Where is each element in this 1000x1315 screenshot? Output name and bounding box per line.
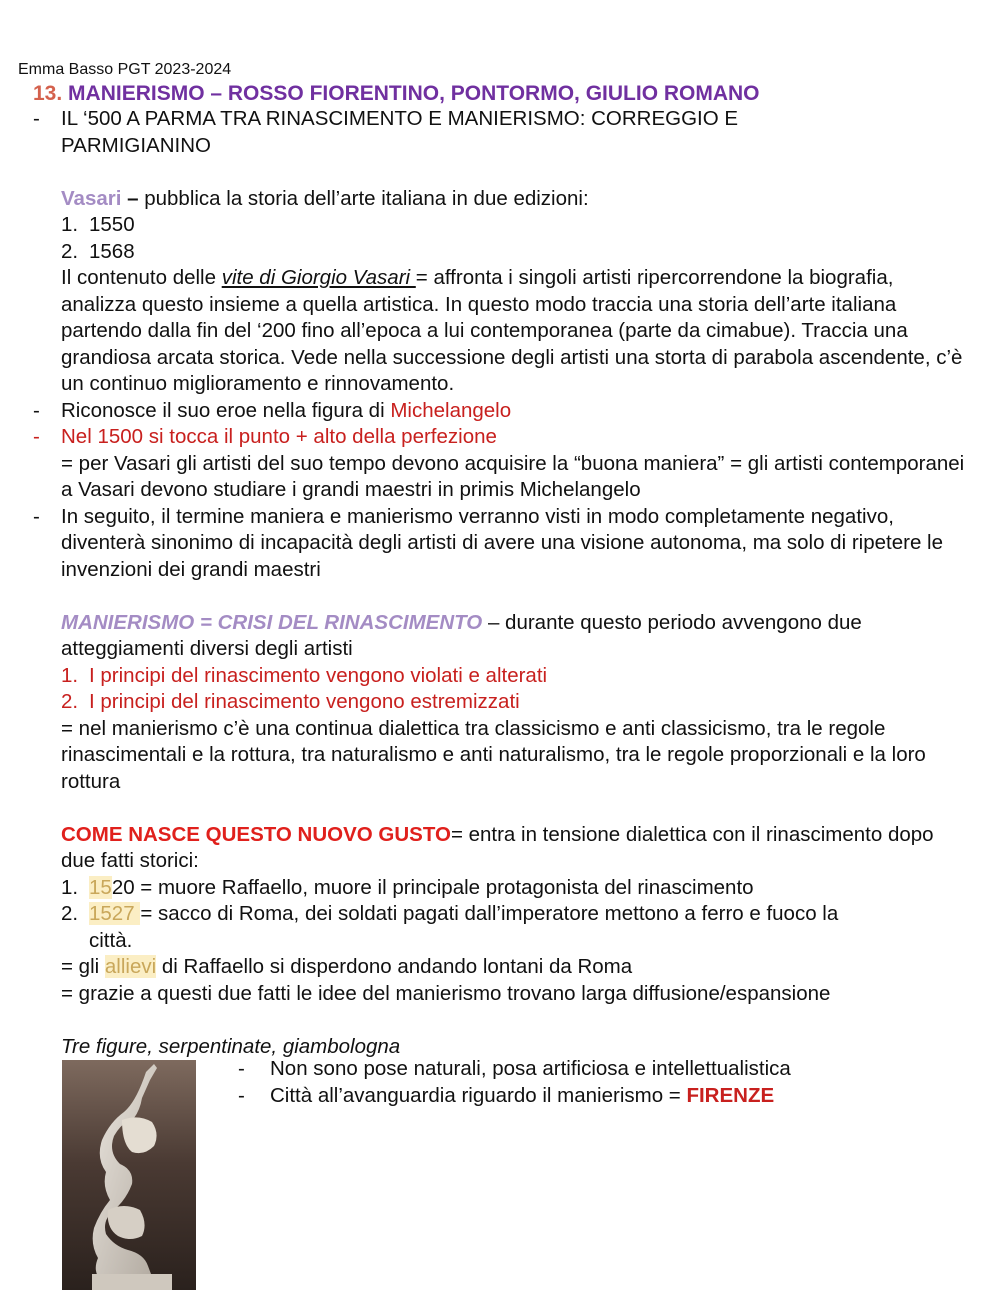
bullet-dash: -: [238, 1057, 245, 1080]
item-text: I principi del rinascimento vengono estremizzati: [89, 690, 520, 713]
list-number: 2.: [61, 902, 79, 925]
list-number: 1.: [61, 875, 79, 899]
edition-item: [0, 212, 1000, 239]
title-text: MANIERISMO – ROSSO FIORENTINO, PONTORMO, GIULIO ROMANO: [68, 82, 760, 105]
list-item: [0, 398, 1000, 425]
list-item: [0, 504, 1000, 584]
principle-item: [0, 663, 1000, 690]
item-text: Città all’avanguardia riguardo il manierismo =: [270, 1084, 687, 1107]
item-text: = nel manierismo c’è una continua dialettica tra classicismo e anti classicismo, tra le regole rinascimentali e la rottura, tra naturalismo e anti naturalismo, tra le regole proporzionali e la loro rottura: [61, 716, 926, 793]
item-text: Riconosce il suo eroe nella figura di: [61, 398, 391, 422]
section-heading: MANIERISMO = CRISI DEL RINASCIMENTO: [61, 610, 483, 634]
principle-item: [0, 689, 1000, 716]
document-body: [0, 106, 1000, 1060]
bullet-dash: -: [33, 398, 40, 422]
item-text: IL ‘500 A PARMA TRA RINASCIMENTO E MANIERISMO: CORREGGIO E: [61, 107, 739, 130]
bullet-dash: -: [33, 107, 40, 130]
city-name: FIRENZE: [686, 1084, 775, 1107]
list-item: [238, 1082, 791, 1109]
maniera-paragraph: [0, 451, 1000, 504]
list-item: [0, 424, 1000, 451]
students-line: [0, 954, 1000, 981]
content-paragraph: [0, 265, 1000, 398]
item-text: città.: [89, 928, 133, 952]
mannerism-paragraph: [0, 610, 1000, 663]
item-text: = per Vasari gli artisti del suo tempo devono acquisire la “buona maniera” = gli artisti contemporanei a Vasari devono studiare i grandi maestri in primis Michelangelo: [61, 451, 965, 501]
fact-item: [0, 875, 1000, 902]
item-text: = entra in tensione dialettica con il rinascimento dopo due fatti storici:: [61, 822, 934, 872]
list-number: 1.: [61, 213, 79, 236]
bullet-dash: -: [33, 425, 40, 448]
list-item: [238, 1055, 791, 1082]
highlighted-year: 15: [89, 875, 112, 899]
dialectic-paragraph: [0, 716, 1000, 796]
vasari-label: Vasari: [61, 186, 122, 210]
list-item-continuation: [0, 133, 1000, 160]
highlighted-year: 1527: [89, 902, 141, 925]
header-note: Emma Basso PGT 2023-2024: [18, 61, 232, 78]
item-text: 20 = muore Raffaello, muore il principale protagonista del rinascimento: [111, 875, 754, 899]
item-text: Il contenuto delle: [61, 266, 222, 289]
item-text: = grazie a questi due fatti le idee del manierismo trovano larga diffusione/espansione: [61, 981, 831, 1005]
item-text: In seguito, il termine maniera e manierismo verranno visti in modo completamente negativo, diventerà sinonimo di incapacità degli artisti di avere una visione autonoma, ma solo di ripetere le invenzioni dei grandi maestri: [61, 504, 943, 581]
list-number: 2.: [61, 239, 79, 263]
page-title: [33, 82, 760, 106]
item-text: – durante questo periodo avvengono due atteggiamenti diversi degli artisti: [61, 610, 862, 660]
fact-item: [0, 901, 1000, 928]
statue-image: [62, 1060, 196, 1290]
section-heading: COME NASCE QUESTO NUOVO GUSTO: [61, 822, 451, 846]
item-text: Tre figure, serpentinate, giambologna: [61, 1034, 401, 1058]
item-text: I principi del rinascimento vengono violati e alterati: [89, 663, 548, 687]
highlight-name: Michelangelo: [390, 398, 512, 422]
vasari-paragraph: [0, 186, 1000, 213]
item-text: 1568: [89, 239, 135, 263]
item-text: Non sono pose naturali, posa artificiosa e intellettualistica: [270, 1057, 791, 1080]
item-text: di Raffaello si disperdono andando lontani da Roma: [156, 955, 633, 978]
figures-list: [238, 1055, 791, 1109]
item-text: Nel 1500 si tocca il punto + alto della perfezione: [61, 425, 497, 448]
item-text: = affronta i singoli artisti ripercorrendone la biografia, analizza questo insieme a quella artistica. In questo modo traccia una storia dell’arte italiana partendo dalla fin del ‘200 fino all’epoca a lui contemporanea (parte da cimabue). Traccia una grandiosa arcata storica. Vede nella successione degli artisti una storta di parabola ascendente, c’è un continuo miglioramento e rinnovamento.: [61, 266, 963, 395]
item-text: 1550: [89, 213, 135, 236]
bullet-dash: -: [238, 1084, 245, 1107]
list-number: 2.: [61, 690, 79, 713]
edition-item: [0, 239, 1000, 266]
highlighted-word: allievi: [104, 955, 157, 978]
title-number: 13.: [33, 82, 63, 105]
separator: –: [121, 186, 145, 210]
book-title: vite di Giorgio Vasari: [221, 266, 416, 289]
list-number: 1.: [61, 663, 79, 687]
fact-item-continuation: [0, 928, 1000, 955]
item-text: PARMIGIANINO: [61, 133, 211, 157]
taste-paragraph: [0, 822, 1000, 875]
item-text: = gli: [61, 955, 105, 978]
item-text: pubblica la storia dell’arte italiana in due edizioni:: [144, 186, 589, 210]
item-text: = sacco di Roma, dei soldati pagati dall’imperatore mettono a ferro e fuoco la: [140, 902, 839, 925]
list-item: [0, 106, 1000, 133]
bullet-dash: -: [33, 504, 40, 528]
spread-line: [0, 981, 1000, 1008]
